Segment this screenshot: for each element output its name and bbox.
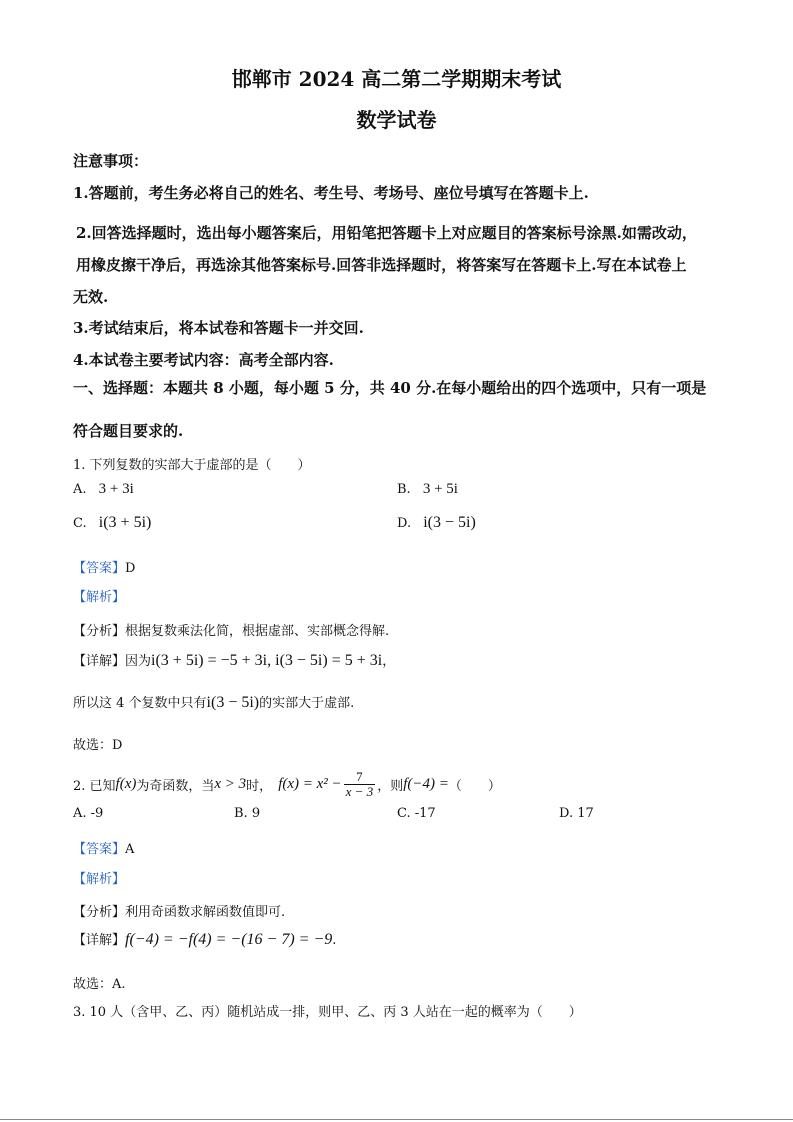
q2-option-d: D. 17 [559,806,594,821]
q1-option-d-value: i(3 − 5i) [423,514,476,531]
q2-stem-suffix: （ ） [448,778,501,794]
note-item-4: 4.本试卷主要考试内容：高考全部内容. [73,351,334,369]
q1-answer-value: D [125,561,136,576]
note-item-1: 1.答题前，考生务必将自己的姓名、考生号、考场号、座位号填写在答题卡上. [73,184,589,202]
notes-heading: 注意事项： [73,152,149,170]
q2-ask: f(−4) = [403,775,449,792]
q1-detail-prefix: 因为 [125,654,152,669]
q2-detail [73,929,336,949]
q2-detail-math: f(−4) = −f(4) = −(16 − 7) = −9 [125,931,333,948]
q1-option-a-value: 3 + 3i [98,481,134,497]
q1-conclusion-prefix: 所以这 4 个复数中只有 [73,696,207,711]
q2-stem-mid3: ，则 [377,778,404,794]
q2-answer-tag: 【答案】 [73,842,126,857]
q2-fenxi-text: 利用奇函数求解函数值即可. [125,905,286,920]
q1-detail-math: i(3 + 5i) = −5 + 3i, i(3 − 5i) = 5 + 3i [151,652,383,669]
q1-option-b-value: 3 + 5i [422,481,458,497]
q2-fraction-numerator: 7 [344,770,376,785]
q1-detail-suffix: ， [382,654,396,669]
q2-expression: f(x) = x² − [278,775,342,792]
q2-detail-tag: 【详解】 [73,933,126,948]
q2-fx: f(x) [115,775,137,792]
q1-answer [73,557,135,576]
q1-option-a [73,481,134,498]
q2-fenxi-tag: 【分析】 [73,905,126,920]
q2-option-b: B. 9 [234,806,261,821]
q2-answer-value: A [125,842,135,857]
page-bottom-divider [0,1119,793,1120]
q2-option-c: C. -17 [397,806,436,821]
q1-option-c-value: i(3 + 5i) [98,514,152,531]
q1-conclusion-suffix: 的实部大于虚部. [259,696,355,711]
q1-option-a-label: A. [73,482,87,497]
q2-fraction-denominator: x − 3 [345,783,374,799]
q2-fraction [344,770,376,799]
q1-detail-tag: 【详解】 [73,654,126,669]
q2-fenxi [73,901,285,920]
exam-subtitle: 数学试卷 [356,108,437,132]
q2-stem [73,766,501,802]
q3-stem: 3. 10 人（含甲、乙、丙）随机站成一排，则甲、乙、丙 3 人站在一起的概率为（ ） [73,1005,582,1020]
note-item-2-line-1: 2.回答选择题时，选出每小题答案后，用铅笔把答题卡上对应题目的答案标号涂黑.如需改动， [76,224,697,242]
q2-stem-mid2: 时， [246,778,273,794]
q2-answer [73,838,134,857]
q1-option-d [397,514,476,532]
section-heading-line-2: 符合题目要求的. [73,422,184,440]
q1-conclusion-math: i(3 − 5i) [206,694,260,711]
q1-conclusion [73,692,354,712]
q2-condition: x > 3 [214,775,247,792]
q2-analysis-tag: 【解析】 [73,872,126,887]
q2-detail-suffix: . [332,933,337,948]
q1-fenxi-text: 根据复数乘法化简，根据虚部、实部概念得解. [125,624,390,639]
q1-option-b-label: B. [397,482,411,497]
exam-title: 邯郸市 2024 高二第二学期期末考试 [231,67,562,91]
q1-fenxi [73,620,389,639]
q2-stem-prefix: 2. 已知 [73,778,116,794]
section-heading-line-1: 一、选择题：本题共 8 小题，每小题 5 分，共 40 分.在每小题给出的四个选项中，只有一项是 [73,379,707,397]
note-item-2-line-2: 用橡皮擦干净后，再选涂其他答案标号.回答非选择题时，将答案写在答题卡上.写在本试卷上 [76,256,687,274]
q1-option-c-label: C. [73,516,87,531]
q2-stem-mid: 为奇函数，当 [136,778,215,794]
note-item-3: 3.考试结束后，将本试卷和答题卡一并交回. [73,319,364,337]
q1-detail [73,650,395,670]
q2-choose: 故选：A. [73,977,126,992]
q1-choose: 故选：D [73,738,123,753]
note-item-2-line-3: 无效. [73,288,109,306]
q1-analysis-tag: 【解析】 [73,590,126,605]
q1-fenxi-tag: 【分析】 [73,624,126,639]
q1-option-c [73,514,151,532]
q1-option-b [397,481,458,498]
q1-stem: 1. 下列复数的实部大于虚部的是（ ） [73,458,311,473]
q1-option-d-label: D. [397,516,412,531]
q2-option-a: A. -9 [73,806,104,821]
q1-answer-tag: 【答案】 [73,561,126,576]
